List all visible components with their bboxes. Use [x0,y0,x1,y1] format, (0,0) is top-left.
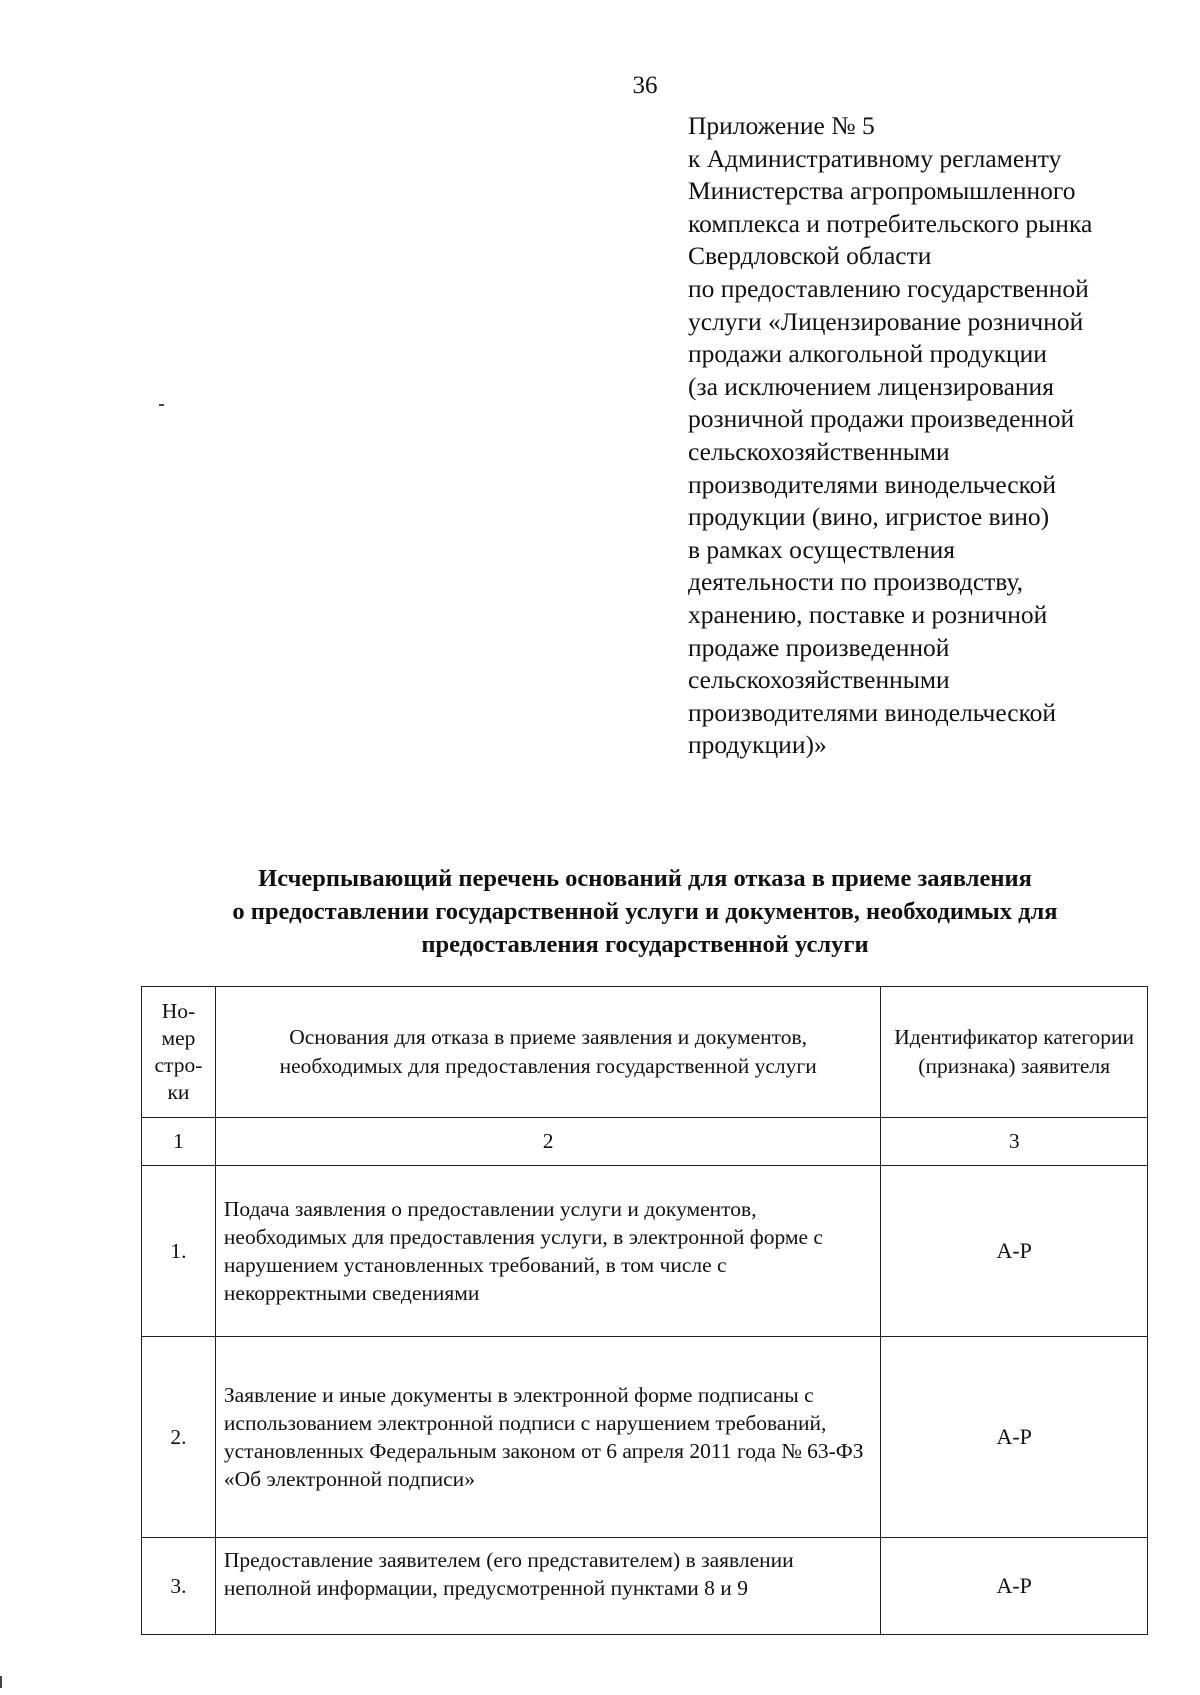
appendix-line: продукции (вино, игристое вино) [688,502,1050,532]
column-numbers-row [142,1118,1148,1166]
header-identifier: Идентификатор категории (признака) заявителя [881,987,1148,1118]
appendix-block [688,110,1128,762]
table-row [142,1337,1148,1538]
row-ground-text: Предоставление заявителем (его представителем) в заявлении неполной информации, предусмотренной пунктами 8 и 9 [215,1538,880,1635]
appendix-line: продажи алкогольной продукции [688,339,1047,369]
appendix-line: Министерства агропромышленного [688,176,1076,206]
table-row [142,1538,1148,1635]
header-row-number-part: ки [167,1080,190,1104]
title-line: предоставления государственной услуги [421,931,869,958]
row-number: 1. [142,1166,216,1337]
appendix-line: розничной продажи произведенной [688,404,1075,434]
header-row-number-part: мер [161,1026,196,1050]
row-identifier: А-Р [881,1337,1148,1538]
column-number: 3 [881,1118,1148,1166]
row-identifier: А-Р [881,1166,1148,1337]
appendix-line: к Административному регламенту [688,143,1062,173]
row-number: 3. [142,1538,216,1635]
appendix-line: деятельности по производству, [688,567,1024,597]
appendix-line: Свердловской области [688,241,932,271]
refusal-grounds-table [141,986,1148,1635]
appendix-line: по предоставлению государственной [688,273,1089,303]
table-row [142,1166,1148,1337]
table-header-row [142,987,1148,1118]
header-grounds: Основания для отказа в приеме заявления и документов, необходимых для предоставления государственной услуги [215,987,880,1118]
row-identifier: А-Р [881,1538,1148,1635]
appendix-line: сельскохозяйственными [688,436,950,466]
header-row-number-part: стро- [154,1053,203,1077]
row-ground-text: Подача заявления о предоставлении услуги и документов, необходимых для предоставления услуги, в электронной форме с нарушением установленных требований, в том числе с некорректными сведениями [215,1166,880,1337]
page-number: 36 [632,72,658,99]
appendix-line: сельскохозяйственными [688,665,950,695]
row-ground-text: Заявление и иные документы в электронной форме подписаны с использованием электронной подписи с нарушением требований, установленных Федеральным законом от 6 апреля 2011 года № 63-ФЗ «Об электронной подписи» [215,1337,880,1538]
appendix-line: услуги «Лицензирование розничной [688,306,1084,336]
scan-mark [159,404,164,406]
title-line: о предоставлении государственной услуги и документов, необходимых для [232,898,1058,925]
appendix-line: продукции)» [688,730,827,760]
appendix-line: Приложение № 5 [688,111,875,140]
header-row-number-part: Но- [161,999,196,1023]
column-number: 2 [215,1118,880,1166]
document-title [120,862,1170,961]
appendix-line: производителями винодельческой [688,697,1057,727]
scan-edge-mark [0,1676,2,1688]
title-line: Исчерпывающий перечень оснований для отказа в приеме заявления [258,865,1032,892]
appendix-line: комплекса и потребительского рынка [688,208,1093,238]
row-number: 2. [142,1337,216,1538]
appendix-line: (за исключением лицензирования [688,371,1054,401]
appendix-line: производителями винодельческой [688,469,1057,499]
appendix-line: в рамках осуществления [688,534,956,564]
header-row-number [142,987,216,1118]
appendix-line: продаже произведенной [688,632,950,662]
column-number: 1 [142,1118,216,1166]
appendix-line: хранению, поставке и розничной [688,599,1048,629]
